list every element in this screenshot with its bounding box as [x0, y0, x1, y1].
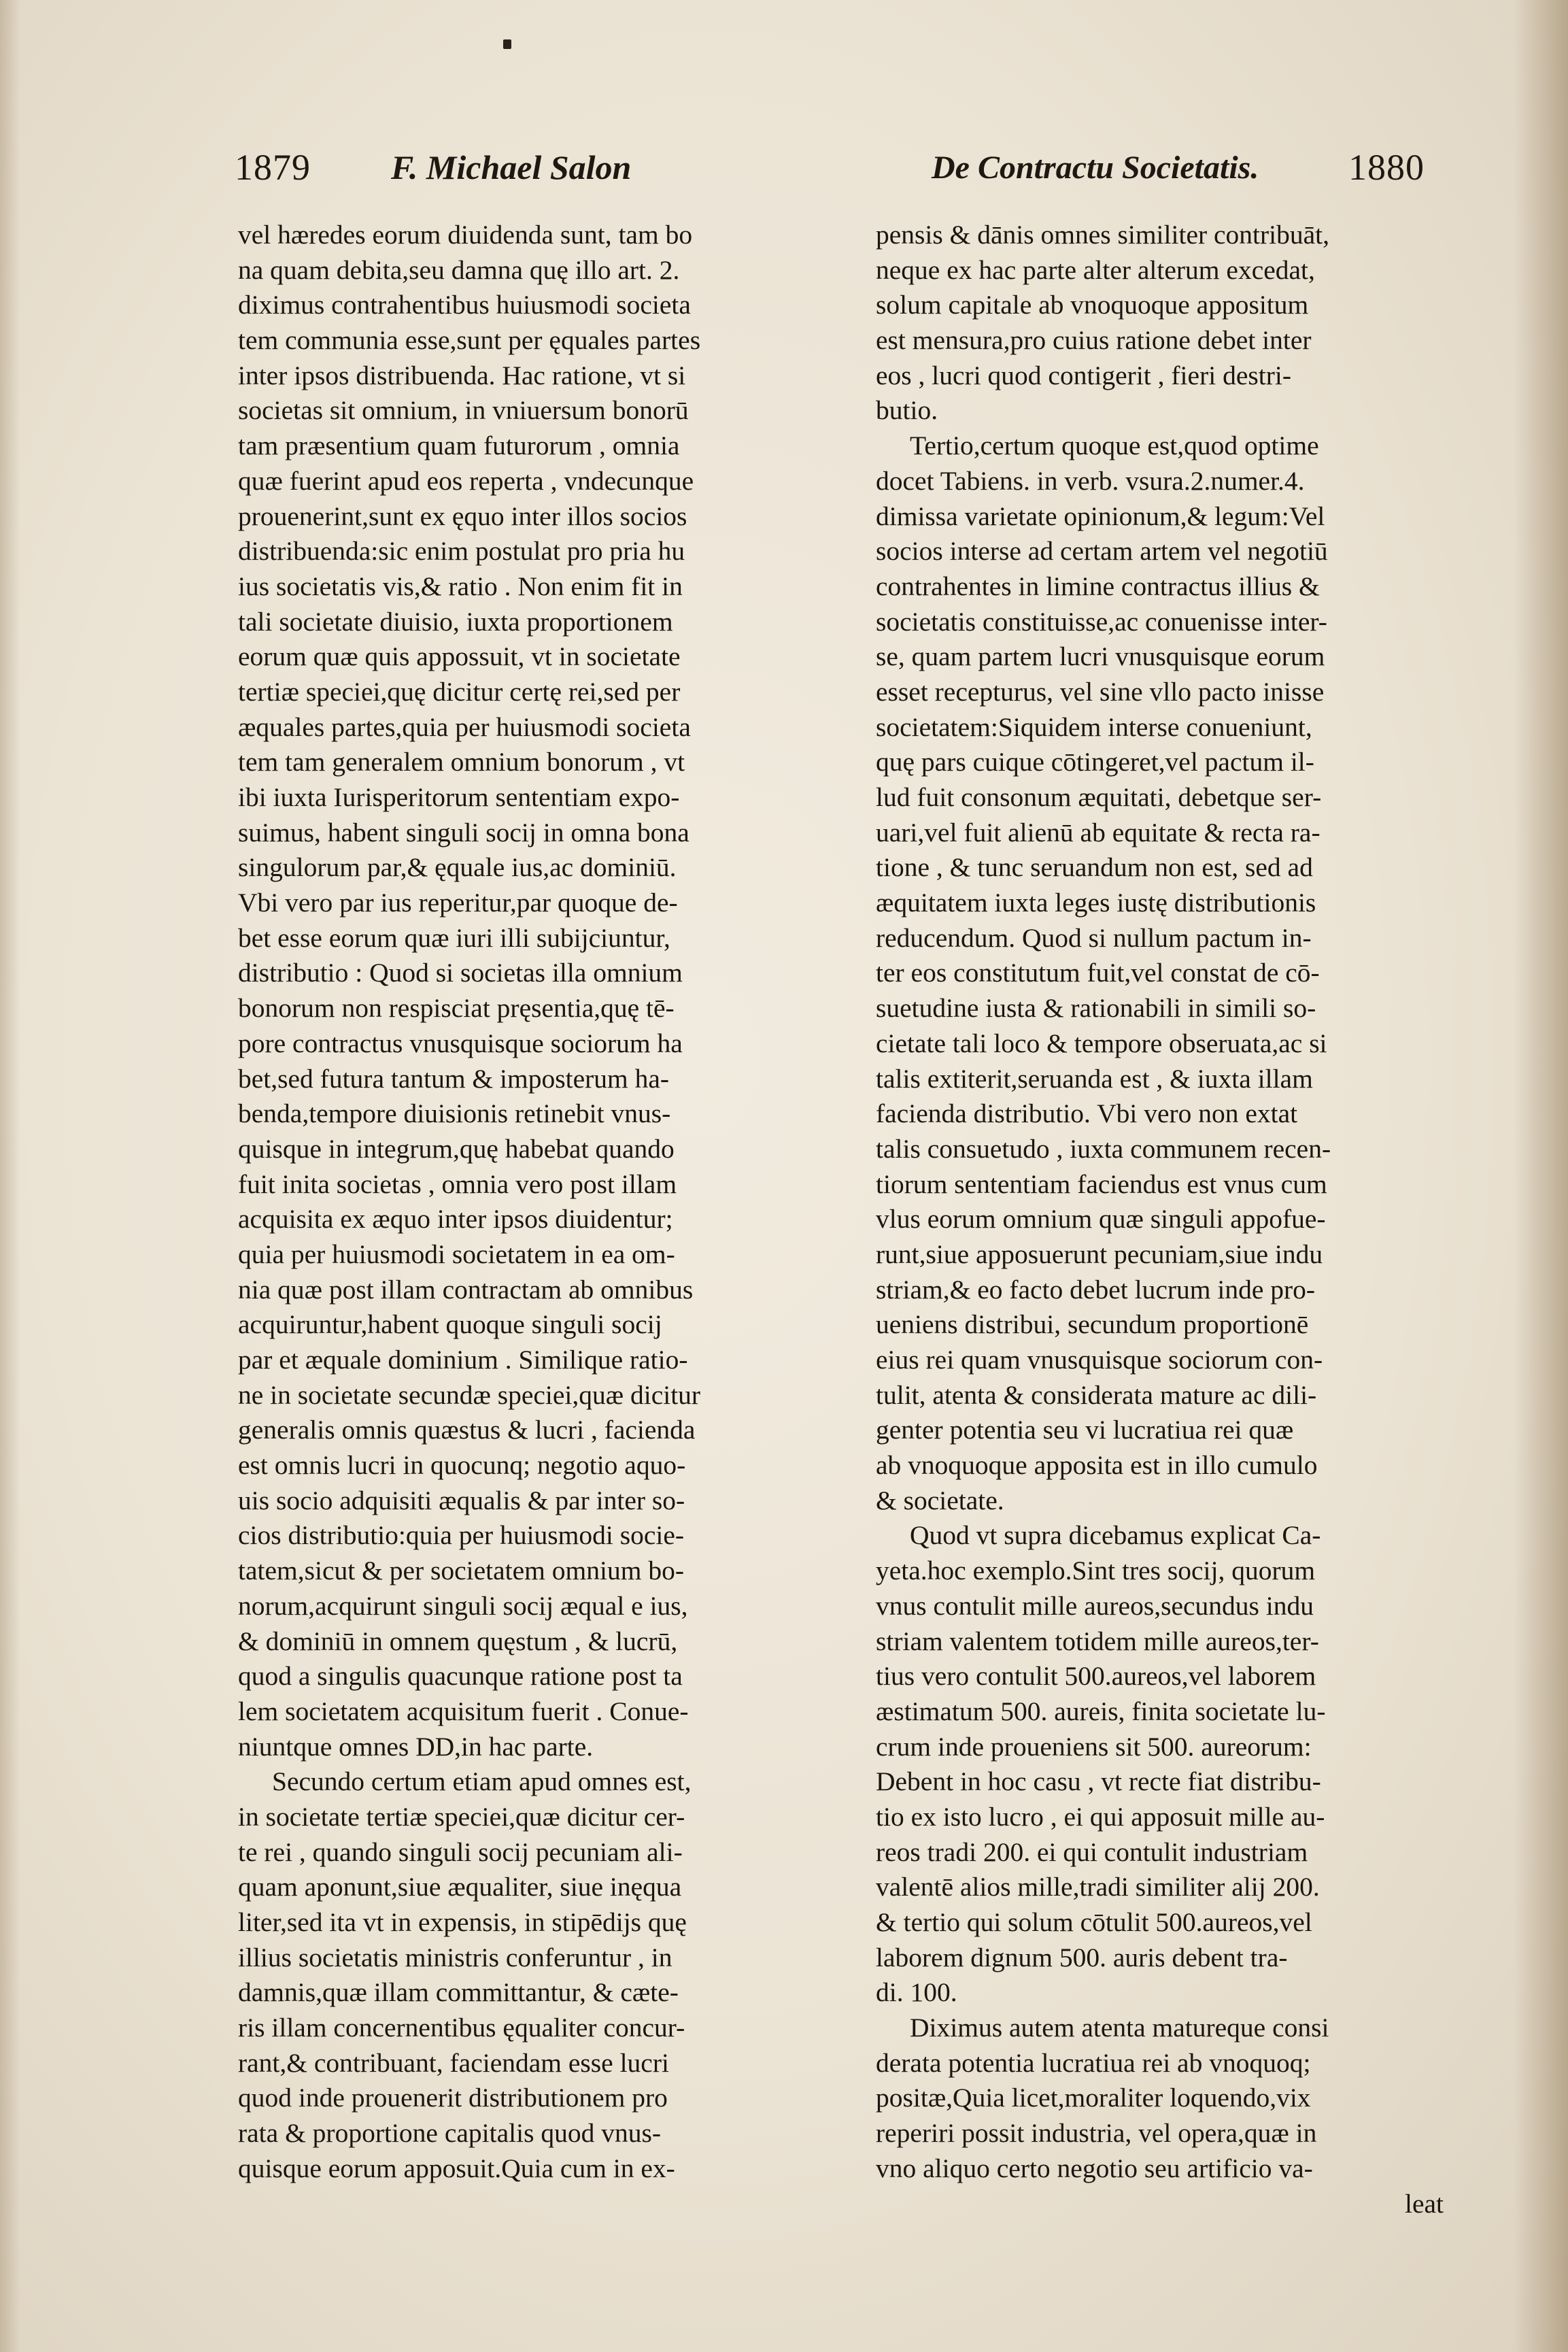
text-line: cios distributio:quia per huiusmodi socie-	[238, 1520, 685, 1551]
text-line: ne in societate secundæ speciei,quæ dicitur	[238, 1379, 701, 1410]
text-line: distribuenda:sic enim postulat pro pria hu	[238, 536, 685, 567]
text-line: quę pars cuique cōtingeret,vel pactum il-	[876, 747, 1314, 777]
text-line: vlus eorum omnium quæ singuli appofue-	[876, 1204, 1326, 1234]
text-line: docet Tabiens. in verb. vsura.2.numer.4.	[876, 465, 1305, 496]
text-line: quisque in integrum,quę habebat quando	[238, 1133, 675, 1164]
text-line: Tertio,certum quoque est,quod optime	[910, 431, 1319, 461]
text-line: distributio : Quod si societas illa omnium	[238, 958, 683, 988]
text-line: quod inde prouenerit distributionem pro	[238, 2083, 668, 2113]
text-line: diximus contrahentibus huiusmodi societa	[238, 290, 691, 320]
text-line: Secundo certum etiam apud omnes est,	[272, 1766, 692, 1797]
text-line: vel hæredes eorum diuidenda sunt, tam bo	[238, 220, 693, 250]
text-line: quæ fuerint apud eos reperta , vndecunque	[238, 465, 694, 496]
author-title: F. Michael Salon	[391, 148, 632, 186]
text-line: tatem,sicut & per societatem omnium bo-	[238, 1556, 684, 1586]
text-line: tius vero contulit 500.aureos,vel laborem	[876, 1661, 1316, 1692]
text-line: striam valentem totidem mille aureos,ter-	[876, 1626, 1319, 1656]
text-line: reos tradi 200. ei qui contulit industriam	[876, 1836, 1308, 1867]
text-line: quam aponunt,siue æqualiter, siue inęqua	[238, 1872, 682, 1902]
text-line: norum,acquirunt singuli socij æqual e ius,	[238, 1590, 688, 1621]
text-line: tam præsentium quam futurorum , omnia	[238, 431, 680, 461]
text-line: bet,sed futura tantum & imposterum ha-	[238, 1063, 670, 1094]
text-line: pore contractus vnusquisque sociorum ha	[238, 1028, 683, 1058]
text-line: positæ,Quia licet,moraliter loquendo,vix	[876, 2083, 1311, 2113]
text-line: acquiruntur,habent quoque singuli socij	[238, 1309, 662, 1340]
text-line: æstimatum 500. aureis, finita societate lu-	[876, 1696, 1326, 1726]
text-line: laborem dignum 500. auris debent tra-	[876, 1942, 1288, 1972]
text-line: æquales partes,quia per huiusmodi societa	[238, 711, 691, 742]
text-line: & tertio qui solum cōtulit 500.aureos,vel	[876, 1907, 1312, 1937]
text-line: eorum quæ quis appossuit, vt in societate	[238, 641, 681, 672]
text-line: nia quæ post illam contractam ab omnibus	[238, 1274, 694, 1305]
text-line: crum inde proueniens sit 500. aureorum:	[876, 1731, 1312, 1762]
right-text-column	[876, 218, 1461, 2221]
text-line: reperiri possit industria, vel opera,quæ in	[876, 2118, 1317, 2149]
text-line: quisque eorum apposuit.Quia cum in ex-	[238, 2153, 675, 2183]
text-line: di. 100.	[876, 1977, 957, 2008]
text-line: liter,sed ita vt in expensis, in stipēdijs quę	[238, 1907, 687, 1937]
text-line: vno aliquo certo negotio seu artificio va-	[876, 2153, 1313, 2183]
text-line: talis extiterit,seruanda est , & iuxta illam	[876, 1063, 1313, 1094]
text-line: eius rei quam vnusquisque sociorum con-	[876, 1345, 1323, 1375]
ink-mark	[503, 39, 511, 49]
text-line: quia per huiusmodi societatem in ea om-	[238, 1239, 675, 1269]
text-line: socios interse ad certam artem vel negotiū	[876, 536, 1328, 567]
text-line: æquitatem iuxta leges iustę distributionis	[876, 888, 1316, 918]
text-line: prouenerint,sunt ex ęquo inter illos socios	[238, 501, 687, 531]
text-line: illius societatis ministris conferuntur , in	[238, 1942, 672, 1972]
text-line: tem communia esse,sunt per ęquales partes	[238, 325, 701, 356]
text-line: tione , & tunc seruandum non est, sed ad	[876, 852, 1313, 883]
text-line: rata & proportione capitalis quod vnus-	[238, 2118, 661, 2149]
text-line: striam,& eo facto debet lucrum inde pro-	[876, 1274, 1316, 1305]
text-line: ris illam concernentibus ęqualiter concur-	[238, 2013, 685, 2043]
text-line: societatem:Siquidem interse conueniunt,	[876, 711, 1312, 742]
text-line: est mensura,pro cuius ratione debet inter	[876, 325, 1312, 356]
text-line: & dominiū in omnem quęstum , & lucrū,	[238, 1626, 678, 1656]
text-line: tio ex isto lucro , ei qui apposuit mille au-	[876, 1801, 1325, 1832]
page-number-right: 1880	[1348, 147, 1425, 188]
text-line: benda,tempore diuisionis retinebit vnus-	[238, 1098, 671, 1129]
page-number-left: 1879	[235, 147, 311, 188]
text-line: societatis constituisse,ac conuenisse inter-	[876, 606, 1327, 637]
text-line: uis socio adquisiti æqualis & par inter so-	[238, 1485, 685, 1515]
text-line: contrahentes in limine contractus illius &	[876, 571, 1320, 601]
text-line: in societate tertiæ speciei,quæ dicitur cer-	[238, 1801, 685, 1832]
text-line: fuit inita societas , omnia vero post illam	[238, 1169, 677, 1199]
text-line: cietate tali loco & tempore obseruata,ac si	[876, 1028, 1327, 1058]
text-line: par et æquale dominium . Similique ratio-	[238, 1345, 688, 1375]
text-line: ius societatis vis,& ratio . Non enim fit in	[238, 571, 683, 601]
text-line: eos , lucri quod contigerit , fieri destri-	[876, 360, 1291, 390]
text-line: lem societatem acquisitum fuerit . Conue-	[238, 1696, 689, 1726]
text-line: pensis & dānis omnes similiter contribuāt,	[876, 220, 1330, 250]
text-line: genter potentia seu vi lucratiua rei quæ	[876, 1415, 1294, 1445]
text-line: societas sit omnium, in vniuersum bonorū	[238, 395, 689, 426]
text-line: bonorum non respisciat pręsentia,quę tē-	[238, 993, 675, 1024]
text-line: ueniens distribui, secundum proportionē	[876, 1309, 1309, 1340]
text-line: facienda distributio. Vbi vero non extat	[876, 1098, 1298, 1129]
text-line: niuntque omnes DD,in hac parte.	[238, 1731, 594, 1762]
text-line: runt,siue apposuerunt pecuniam,siue indu	[876, 1239, 1323, 1269]
text-line: Vbi vero par ius reperitur,par quoque de-	[238, 888, 678, 918]
text-line: rant,& contribuant, faciendam esse lucri	[238, 2047, 669, 2078]
text-line: talis consuetudo , iuxta communem recen-	[876, 1133, 1331, 1164]
text-line: Debent in hoc casu , vt recte fiat distribu-	[876, 1766, 1321, 1797]
left-text-column	[238, 218, 802, 2187]
text-line: dimissa varietate opinionum,& legum:Vel	[876, 501, 1325, 531]
text-line: ibi iuxta Iurisperitorum sententiam expo-	[238, 782, 680, 812]
text-line: uari,vel fuit alienū ab equitate & recta ra-	[876, 817, 1320, 847]
text-line: & societate.	[876, 1485, 1004, 1515]
text-line: est omnis lucri in quocunq; negotio aquo-	[238, 1450, 686, 1481]
text-line: inter ipsos distribuenda. Hac ratione, vt si	[238, 360, 686, 390]
text-line: ab vnoquoque apposita est in illo cumulo	[876, 1450, 1318, 1481]
text-line: damnis,quæ illam committantur, & cæte-	[238, 1977, 679, 2008]
page-shadow-left	[0, 0, 20, 2352]
text-line: neque ex hac parte alter alterum excedat,	[876, 254, 1315, 285]
text-line: butio.	[876, 395, 938, 426]
text-line: tali societate diuisio, iuxta proportionem	[238, 606, 673, 637]
text-line: acquisita ex æquo inter ipsos diuidentur;	[238, 1204, 673, 1234]
text-line: valentē alios mille,tradi similiter alij 200.	[876, 1872, 1320, 1902]
text-line: tiorum sententiam faciendus est vnus cum	[876, 1169, 1327, 1199]
text-line: na quam debita,seu damna quę illo art. 2.	[238, 254, 680, 285]
text-line: vnus contulit mille aureos,secundus indu	[876, 1590, 1314, 1621]
text-line: tem tam generalem omnium bonorum , vt	[238, 747, 685, 777]
text-line: tulit, atenta & considerata mature ac dili-	[876, 1379, 1317, 1410]
text-line: generalis omnis quæstus & lucri , facienda	[238, 1415, 696, 1445]
text-line: yeta.hoc exemplo.Sint tres socij, quorum	[876, 1556, 1316, 1586]
text-line: suimus, habent singuli socij in omna bona	[238, 817, 689, 847]
text-line: reducendum. Quod si nullum pactum in-	[876, 922, 1312, 953]
text-line: lud fuit consonum æquitati, debetque ser-	[876, 782, 1322, 812]
text-line: bet esse eorum quæ iuri illi subijciuntur,	[238, 922, 670, 953]
text-line: solum capitale ab vnoquoque appositum	[876, 290, 1309, 320]
text-line: Quod vt supra dicebamus explicat Ca-	[910, 1520, 1321, 1551]
text-line: esset recepturus, vel sine vllo pacto inisse	[876, 676, 1325, 707]
text-line: singulorum par,& ęquale ius,ac dominiū.	[238, 852, 677, 883]
text-line: quod a singulis quacunque ratione post ta	[238, 1661, 683, 1692]
text-line: se, quam partem lucri vnusquisque eorum	[876, 641, 1325, 672]
running-header	[235, 146, 1425, 201]
text-line: tertiæ speciei,quę dicitur certę rei,sed per	[238, 676, 681, 707]
text-line: derata potentia lucratiua rei ab vnoquoq;	[876, 2047, 1311, 2078]
text-line: Diximus autem atenta matureque consi	[910, 2013, 1329, 2043]
section-title: De Contractu Societatis.	[932, 150, 1259, 186]
page-shadow-right	[1514, 0, 1568, 2352]
text-line: suetudine iusta & rationabili in simili so-	[876, 993, 1316, 1024]
text-line: ter eos constitutum fuit,vel constat de cō-	[876, 958, 1320, 988]
text-line: leat	[1404, 2188, 1444, 2219]
text-line: te rei , quando singuli socij pecuniam ali-	[238, 1836, 683, 1867]
